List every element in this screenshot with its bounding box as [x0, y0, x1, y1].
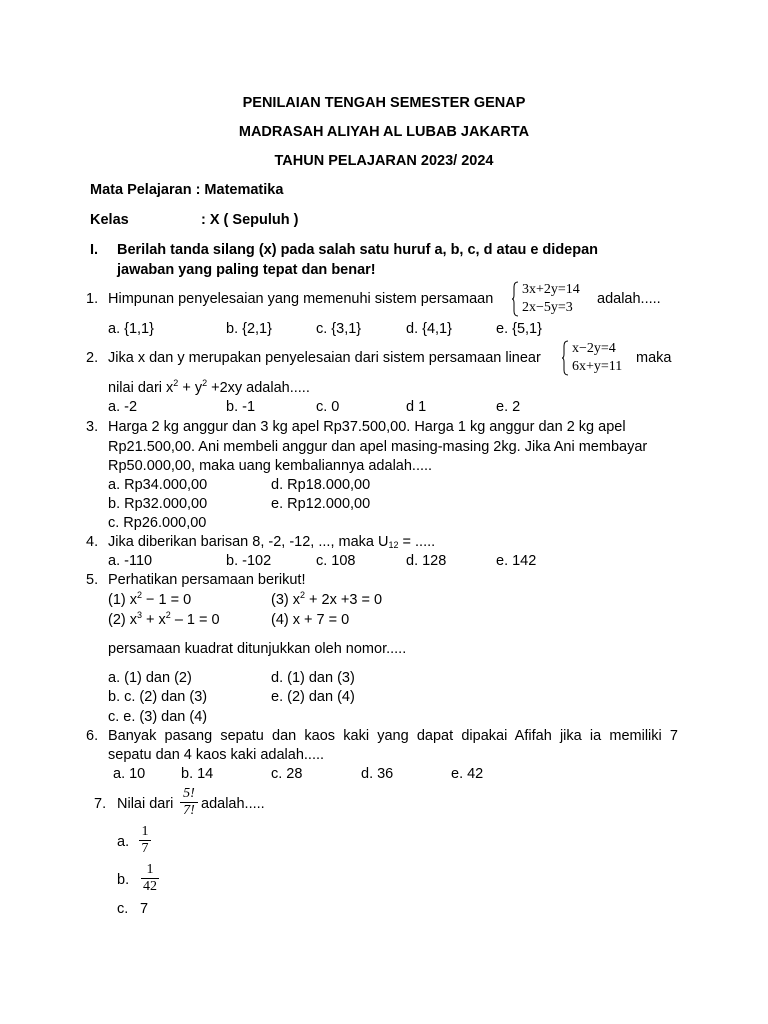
- q5-question: persamaan kuadrat ditunjukkan oleh nomor.....: [108, 641, 407, 657]
- q2-equation-system: [562, 340, 634, 376]
- q3-option-b[interactable]: b. Rp32.000,00: [108, 496, 208, 512]
- q7-option-c-label[interactable]: c.: [117, 901, 129, 917]
- q2-sup2: 2: [202, 378, 208, 388]
- q3-number: 3.: [86, 419, 99, 435]
- q2-line2-c: +2xy adalah.....: [207, 380, 310, 396]
- q5-e1-sup: 2: [137, 590, 143, 600]
- q1-text: Himpunan penyelesaian yang memenuhi sistem persamaan: [108, 291, 494, 307]
- q7-option-a-denominator: 7: [139, 840, 151, 857]
- q7-option-b-denominator: 42: [143, 879, 157, 894]
- q2-number: 2.: [86, 350, 99, 366]
- q5-e3-b: + 2x +3 = 0: [305, 592, 383, 608]
- q5-option-a[interactable]: a. (1) dan (2): [108, 670, 192, 686]
- q7-fraction-denominator: 7!: [180, 802, 198, 819]
- q5-number: 5.: [86, 572, 99, 588]
- q6-line2: sepatu dan 4 kaos kaki adalah.....: [108, 747, 325, 763]
- q1-option-c[interactable]: c. {3,1}: [316, 321, 362, 337]
- q5-option-b[interactable]: b. c. (2) dan (3): [108, 689, 208, 705]
- q4-number: 4.: [86, 534, 99, 550]
- exam-title: PENILAIAN TENGAH SEMESTER GENAP: [242, 95, 526, 111]
- q2-option-e[interactable]: e. 2: [496, 399, 521, 415]
- q5-e1-a: (1) x: [108, 592, 137, 608]
- q4-option-d[interactable]: d. 128: [406, 553, 447, 569]
- q5-option-d[interactable]: d. (1) dan (3): [271, 670, 355, 686]
- q5-option-e[interactable]: e. (2) dan (4): [271, 689, 355, 705]
- q1-equation-2: 2x−5y=3: [522, 300, 573, 315]
- q5-e2-c: – 1 = 0: [170, 612, 220, 628]
- brace-icon: [512, 281, 519, 317]
- section-number: I.: [90, 242, 99, 258]
- q4-text-a: Jika diberikan barisan 8, -2, -12, ..., maka U: [108, 534, 389, 550]
- q2-sup1: 2: [173, 378, 179, 388]
- q5-e3-sup: 2: [300, 590, 306, 600]
- section-instruction-line1: Berilah tanda silang (x) pada salah satu huruf a, b, c, d atau e didepan: [117, 242, 599, 258]
- q5-equation-2: [108, 611, 220, 629]
- school-name: MADRASAH ALIYAH AL LUBAB JAKARTA: [238, 124, 530, 140]
- q5-e1-b: − 1 = 0: [142, 592, 192, 608]
- q6-option-a[interactable]: a. 10: [113, 766, 146, 782]
- q4-option-c[interactable]: c. 108: [316, 553, 356, 569]
- q2-option-a[interactable]: a. -2: [108, 399, 138, 415]
- q3-line1: Harga 2 kg anggur dan 3 kg apel Rp37.500,00. Harga 1 kg anggur dan 2 kg apel: [108, 419, 626, 435]
- q1-option-d[interactable]: d. {4,1}: [406, 321, 452, 337]
- q5-option-c[interactable]: c. e. (3) dan (4): [108, 709, 208, 725]
- q6-number: 6.: [86, 728, 99, 744]
- q1-equation-1: 3x+2y=14: [522, 282, 580, 297]
- q6-option-e[interactable]: e. 42: [451, 766, 484, 782]
- q2-text: Jika x dan y merupakan penyelesaian dari sistem persamaan linear: [108, 350, 541, 366]
- q7-fraction-numerator: 5!: [183, 786, 195, 801]
- q1-option-b[interactable]: b. {2,1}: [226, 321, 272, 337]
- academic-year: TAHUN PELAJARAN 2023/ 2024: [274, 153, 494, 169]
- q7-option-b-fraction[interactable]: [141, 862, 159, 895]
- q6-line1: Banyak pasang sepatu dan kaos kaki yang dapat dipakai Afifah jika ia memiliki 7: [108, 728, 678, 744]
- class-label: Kelas: [90, 212, 129, 228]
- q2-suffix: maka: [636, 350, 672, 366]
- q1-option-e[interactable]: e. {5,1}: [496, 321, 542, 337]
- q4-option-a[interactable]: a. -110: [108, 553, 153, 569]
- q4-subscript: 12: [388, 540, 399, 550]
- q3-line3: Rp50.000,00, maka uang kembaliannya adalah.....: [108, 458, 433, 474]
- q4-option-b[interactable]: b. -102: [226, 553, 272, 569]
- section-instruction-line2: jawaban yang paling tepat dan benar!: [117, 262, 376, 278]
- q6-option-b[interactable]: b. 14: [181, 766, 214, 782]
- q2-option-c[interactable]: c. 0: [316, 399, 340, 415]
- q5-e2-sup1: 3: [137, 610, 143, 620]
- q2-equation-1: x−2y=4: [572, 341, 616, 356]
- q2-line2: [108, 379, 310, 397]
- q3-option-d[interactable]: d. Rp18.000,00: [271, 477, 371, 493]
- q5-text: Perhatikan persamaan berikut!: [108, 572, 306, 588]
- q3-line2: Rp21.500,00. Ani membeli anggur dan apel masing-masing 2kg. Jika Ani membayar: [108, 439, 648, 455]
- q5-e2-a: (2) x: [108, 612, 137, 628]
- brace-icon: [562, 340, 569, 376]
- q1-number: 1.: [86, 291, 99, 307]
- q3-option-a[interactable]: a. Rp34.000,00: [108, 477, 208, 493]
- q1-option-a[interactable]: a. {1,1}: [108, 321, 154, 337]
- q5-equation-1: [108, 591, 191, 609]
- q5-e2-b: + x: [142, 612, 166, 628]
- q4-text: [108, 533, 435, 551]
- q5-equation-4: (4) x + 7 = 0: [271, 612, 350, 628]
- q7-option-a-numerator: 1: [141, 824, 149, 839]
- q2-option-b[interactable]: b. -1: [226, 399, 256, 415]
- q7-option-a-fraction[interactable]: [139, 824, 151, 857]
- q7-option-a-label[interactable]: a.: [117, 834, 130, 850]
- q4-option-e[interactable]: e. 142: [496, 553, 537, 569]
- q1-suffix: adalah.....: [597, 291, 661, 307]
- q2-option-d[interactable]: d 1: [406, 399, 427, 415]
- q7-text: Nilai dari: [117, 796, 174, 812]
- class-value: : X ( Sepuluh ): [201, 212, 299, 228]
- q6-option-d[interactable]: d. 36: [361, 766, 394, 782]
- q2-equation-2: 6x+y=11: [572, 359, 623, 374]
- subject-label: Mata Pelajaran : Matematika: [90, 182, 284, 198]
- q2-line2-b: + y: [178, 380, 203, 396]
- q4-text-b: = .....: [398, 534, 436, 550]
- q5-e3-a: (3) x: [271, 592, 300, 608]
- q3-option-c[interactable]: c. Rp26.000,00: [108, 515, 207, 531]
- q7-option-c-value[interactable]: 7: [140, 901, 149, 917]
- q7-option-b-label[interactable]: b.: [117, 872, 130, 888]
- q7-number: 7.: [94, 796, 107, 812]
- q1-equation-system: [512, 281, 596, 317]
- q7-fraction: [180, 786, 198, 819]
- q5-equation-3: [271, 591, 382, 609]
- q3-option-e[interactable]: e. Rp12.000,00: [271, 496, 371, 512]
- q7-suffix: adalah.....: [201, 796, 265, 812]
- q7-option-b-numerator: 1: [146, 862, 154, 877]
- q5-e2-sup2: 2: [165, 610, 171, 620]
- q2-line2-a: nilai dari x: [108, 380, 174, 396]
- q6-option-c[interactable]: c. 28: [271, 766, 303, 782]
